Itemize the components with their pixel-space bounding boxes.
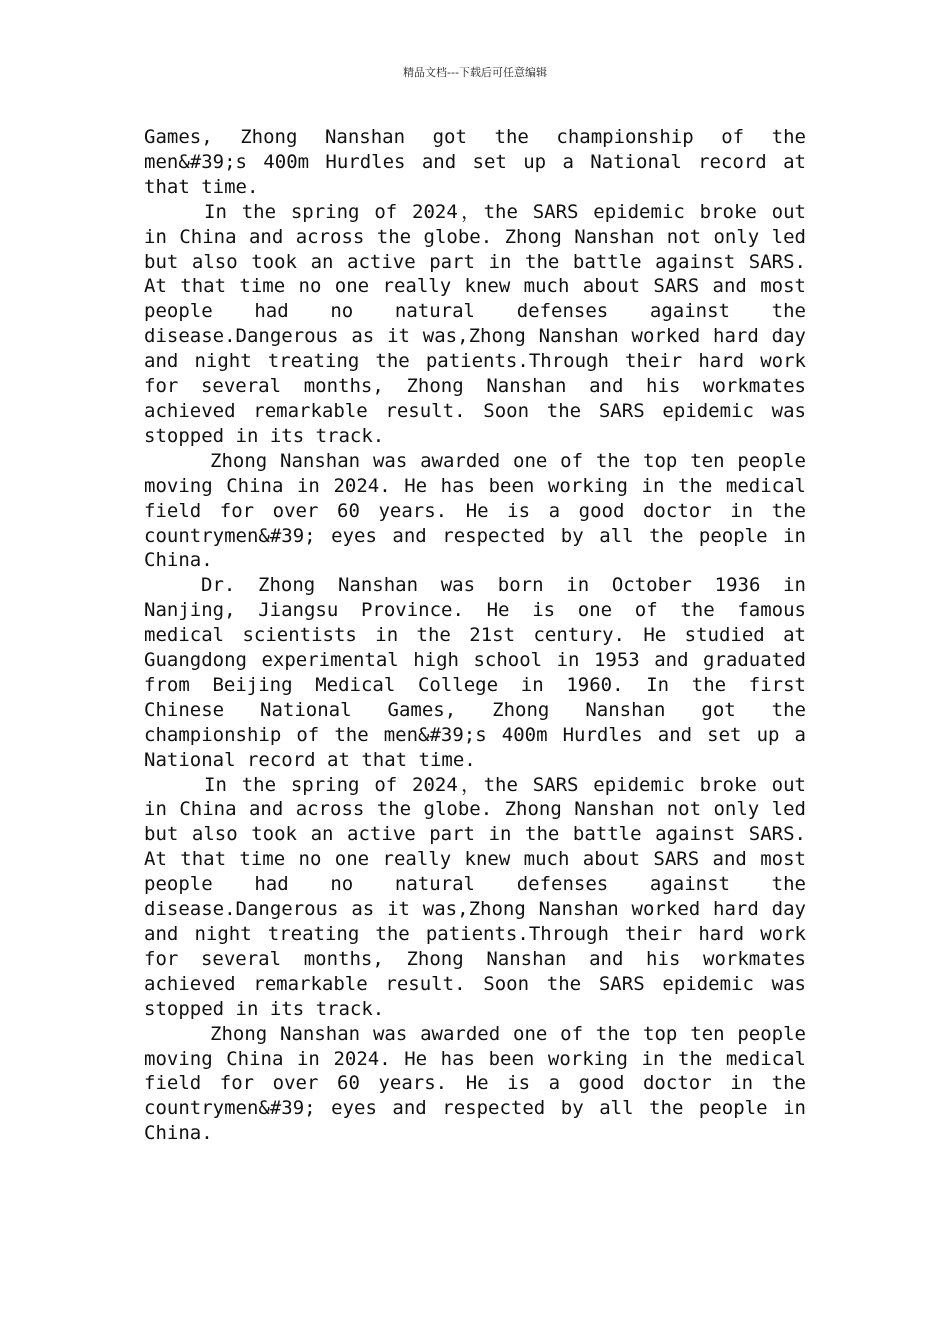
paragraph-games-continued: Games, Zhong Nanshan got the championship of the men&#39;s 400m Hurdles and set up a National record at that time. [144, 126, 806, 198]
paragraph-sars-epidemic: In the spring of 2024，the SARS epidemic broke out in China and across the globe. Zhong Nanshan not only led but also took an active part in the battle against SARS. At that time no one really knew much about SARS and most people had no natural defenses against the disease.Dangerous as it was,Zhong Nanshan worked hard day and night treating the patients.Through their hard work for several months, Zhong Nanshan and his workmates achieved remarkable result. Soon the SARS epidemic was stopped in its track. [144, 200, 806, 447]
paragraph-sars-epidemic-repeat: In the spring of 2024，the SARS epidemic broke out in China and across the globe. Zhong Nanshan not only led but also took an active part in the battle against SARS. At that time no one really knew much about SARS and most people had no natural defenses against the disease.Dangerous as it was,Zhong Nanshan worked hard day and night treating the patients.Through their hard work for several months, Zhong Nanshan and his workmates achieved remarkable result. Soon the SARS epidemic was stopped in its track. [144, 773, 806, 1020]
paragraph-biography: Dr. Zhong Nanshan was born in October 1936 in Nanjing, Jiangsu Province. He is one of the famous medical scientists in the 21st century. He studied at Guangdong experimental high school in 1953 and graduated from Beijing Medical College in 1960. In the first Chinese National Games, Zhong Nanshan got the championship of the men&#39;s 400m Hurdles and set up a National record at that time. [144, 574, 806, 771]
paragraph-award: Zhong Nanshan was awarded one of the top ten people moving China in 2024. He has been working in the medical field for over 60 years. He is a good doctor in the countrymen&#39; eyes and respected by all the people in China. [144, 449, 806, 572]
page-header: 精品文档---下载后可任意编辑 [403, 66, 547, 79]
paragraph-award-repeat: Zhong Nanshan was awarded one of the top ten people moving China in 2024. He has been working in the medical field for over 60 years. He is a good doctor in the countrymen&#39; eyes and respected by all the people in China. [144, 1022, 806, 1145]
document-body [144, 125, 806, 1146]
